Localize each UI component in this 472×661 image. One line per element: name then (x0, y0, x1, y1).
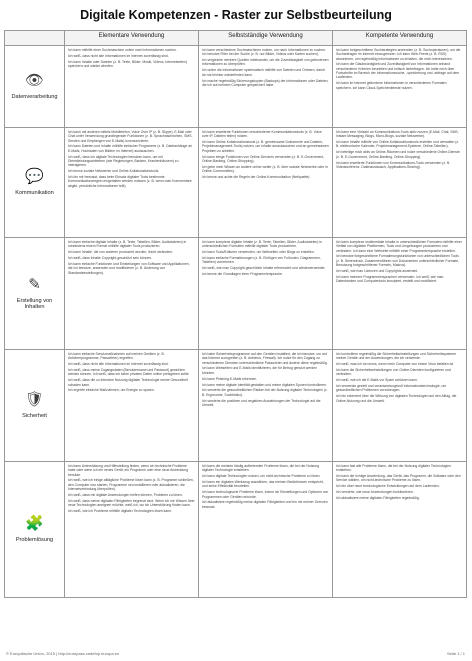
descriptor-item: Ich kann meine digitale Identität gestalten und meine digitalen Spuren kontrollieren. (202, 382, 327, 387)
descriptor-cell (199, 238, 333, 350)
descriptor-item: Ich weiß, was ich tun muss, wenn mein Computer von einem Virus befallen ist. (336, 362, 454, 367)
descriptor-item: Ich kann eine Vielzahl an Kommunikations-Tools aktiv nutzen (E-Mail, Chat, SMS, Instant Messaging, Blogs, Micro-Blogs, soziale Netzwerke). (336, 130, 459, 139)
descriptor-item: Ich kann fast alle Probleme lösen, die bei der Nutzung digitaler Technologien entstehen. (336, 464, 451, 473)
shield-icon: 🛡 (24, 390, 45, 408)
eye-icon: 👁 (24, 71, 45, 89)
descriptor-item: Ich kann mithilfe einer Suchmaschine online nach Informationen suchen. (68, 48, 177, 52)
descriptor-item: Ich kontrolliere regelmäßig die Sicherheitseinstellungen und Sicherheitssysteme meiner Geräte und der Anwendungen, die ich verwende. (336, 352, 457, 361)
corner-cell (5, 31, 65, 46)
descriptor-item: Ich kann Dateien und Inhalte mithilfe einfacher Programme (z. B. Dateianhänge an E-Mails, Hochladen von Bildern im Internet) austauschen. (68, 144, 193, 153)
descriptor-cell (199, 128, 333, 238)
descriptor-item: Ich kann mit anderen mittels Mobiltelefon, Voice Over IP (z. B. Skype), E-Mail oder Chat unter Verwendung grundlegender Funktionen (z. B. Sprachnachrichten, SMS, Senden und Empfangen von E-Mails) kommunizieren. (68, 130, 193, 143)
puzzle-icon: 🧩 (25, 514, 44, 532)
page-title: Digitale Kompetenzen - Raster zur Selbstbeurteilung (80, 8, 392, 22)
descriptor-item: Ich weiß, dass die zu intensive Nutzung digitaler Technologie meine Gesundheit schaden kann. (68, 378, 188, 387)
self-assessment-grid (4, 30, 467, 598)
descriptor-cell (333, 350, 467, 462)
descriptor-item: Ich weiß, wie ich Probleme mithilfe digitaler Technologien lösen kann. (68, 509, 172, 514)
descriptor-item: Ich kann einfache Funktionen und Einstellungen von Software und Applikationen, die ich benutze, anwenden und modifizieren (z. B. Änderung von Standardeinstellungen). (68, 261, 190, 275)
competence-area-label: Kommunikation (15, 189, 54, 196)
descriptor-item: Ich ergreife einfache Maßnahmen, um Energie zu sparen. (68, 388, 155, 393)
descriptor-item: Ich beteilige mich aktiv an Online-Räumen und nutze verschiedene Online-Dienste (z. B. E-Government, Online-Banking, Online-Shopping). (336, 150, 460, 159)
column-header: Kompetente Verwendung (333, 31, 467, 46)
competence-area-cell (5, 128, 65, 238)
descriptor-cell (65, 128, 199, 238)
descriptor-item: Ich kann verschiedene Suchmaschinen nutzen, um nach Informationen zu suchen. Ich benutze Filter bei der Suche (z. B. nur Bilder, Videos oder Karten suchen). (202, 48, 327, 57)
descriptor-cell (199, 350, 333, 462)
descriptor-item: Ich mache regelmäßig Sicherungskopien (Backups) der Informationen oder Dateien, die ich auf meinem Computer gespeichert habe. (202, 78, 329, 87)
competence-area-cell (5, 46, 65, 128)
competence-area-label: Problemlösung (15, 536, 54, 543)
descriptor-item: Ich vergleiche mehrere Quellen miteinander, um die Zuverlässigkeit von gefundenen Informationen zu überprüfen. (202, 58, 329, 67)
descriptor-item: Ich kann die richtige Anwendung, das Gerät, das Programm, die Software oder den Service wählen, um nicht-technische Probleme zu lösen. (336, 474, 461, 483)
descriptor-item: Ich kann digitale Technologien nutzen, um nicht-technische Probleme zu lösen. (202, 474, 321, 479)
descriptor-cell (65, 46, 199, 128)
descriptor-item: Ich bin mir bewusst, dass beim Einsatz digitaler Tools bestimmte Kommunikationsregeln eingehalten werden müssen (z. B. wenn man Kommentare abgibt, persönliche Informationen teilt). (68, 175, 192, 188)
descriptor-item: Ich aktualisiere meine digitalen Fähigkeiten regelmäßig. (336, 496, 420, 501)
descriptor-item: Ich kann Online-Kollaborationstools (z. B. gemeinsame Dokumente und Dateien, Projektmanagement-Tools) nutzen, um Inhalte auszutauschen und an gemeinsamen Projekten zu arbeiten. (202, 140, 329, 153)
descriptor-cell (199, 46, 333, 128)
descriptor-item: Ich kann einfache Formatierungen (z. B. Einfügen von Fußnoten, Diagrammen, Tabellen) vornehmen. (202, 256, 321, 265)
descriptor-item: Ich habe Sicherheitsprogramme auf den Geräten installiert, die ich benutze, um auf das Internet zuzugreifen (z. B. Antivirus, Firewall). Ich nutze für den Zugang zu verschiedenen Diensten unterschiedliche Passwörter und ändere diese regelmäßig. (202, 352, 328, 365)
descriptor-item: Ich ordne die Informationen systematisch mithilfe von Dateien und Ordnern, damit ich sie leichter wiederfinden kann. (202, 68, 325, 77)
descriptor-item: Ich kenne und achte die Regeln der Online-Kommunikation (Netiquette). (202, 175, 311, 180)
descriptor-item: Ich weiß, dass mir digitale Anwendungen helfen können, Probleme zu lösen. (68, 492, 183, 497)
descriptor-item: Ich weiß, dass meine Zugangsdaten (Benutzername und Passwort) gestohlen werden können. Ich weiß, dass ich keine privaten Daten online preisgeben sollte. (68, 368, 190, 377)
descriptor-item: Ich bin über neue technologische Entwicklungen auf dem Laufenden. (336, 484, 440, 489)
descriptor-item: Ich kann die Glaubwürdigkeit und Zuverlässigkeit von Informationen anhand verschiedener Kriterien beurteilen und kritisch hinterfragen. Ich halte mich über Fortschritte im Bereich der Informationssuche, -speicherung und -abfrage auf dem Laufenden. (336, 62, 460, 80)
header-row (5, 31, 467, 46)
descriptor-cell (333, 46, 467, 128)
pencil-document-icon: ✎ (28, 275, 41, 293)
descriptor-item: Ich benutze fortgeschrittene Formatierungsfunktionen von unterschiedlichen Tools (z. B. Seriendruck, Zusammenführen von Dokumenten unterschiedlicher Formate, Benutzung fortgeschrittener Formeln, Makros). (336, 254, 460, 268)
descriptor-item: Ich verwende gezielt und verantwortungsvoll Informationstechnologie, um gesundheitlichen Problemen vorzubeugen. (336, 384, 447, 393)
descriptor-item: Ich kann Webseiten und E-Mails identifizieren, die für Betrug genutzt werden könnten. (202, 366, 317, 375)
competence-row (5, 46, 467, 128)
descriptor-item: Ich kann einige Funktionen von Online-Services verwenden (z. B. E-Government, Online-Banking, Online-Shopping). (202, 154, 325, 163)
descriptor-item: Ich gebe mein Wissen an andere online weiter (z. B. über soziale Netzwerke oder in Online-Communities). (202, 164, 328, 174)
descriptor-item: Ich kann Inhalte, die von anderen produziert wurden, leicht verändern. (68, 250, 174, 255)
footer-copyright: © Europäische Union, 2015 | http://europass.cedefop.europa.eu (6, 651, 120, 656)
descriptor-cell (65, 462, 199, 598)
descriptor-item: Ich kann fortgeschrittene Suchstrategien anwenden (z. B. Suchoperatoren), um die Suchanfragen im Internet einzugrenzen. Ich kann Web-Feeds (z. B. RSS) abonnieren, um regelmäßig Informationen zu erhalten, die mich interessieren. (336, 48, 461, 61)
descriptor-item: Ich weiß, wie ich die E-Mails vor Spam schützen kann. (336, 378, 418, 383)
descriptor-item: Ich kann komplexe digitale Inhalte (z. B. Texte, Tabellen, Bilder, Audiodateien) in unterschiedlichen Formaten mithilfe digitaler Tools produzieren. (202, 240, 322, 249)
descriptor-item: Ich weiß, dass ich digitale Technologien benutzen kann, um mit Dienstleistungsanbietern (wie Regierungen, Banken, Krankenhäusern) zu interagieren. (68, 154, 179, 168)
descriptor-item: Ich weiß, dass meine digitalen Fähigkeiten begrenzt sind. Wenn ich mir Wissen über neue Technologien aneignen möchte, weiß ich, wo ich Unterstützung finden kann. (68, 498, 195, 508)
descriptor-item: Ich kann Phishing-E-Mails erkennen. (202, 376, 258, 381)
descriptor-item: Ich kann die meisten häufig auftretenden Probleme lösen, die bei der Nutzung digitaler Technologie entstehen. (202, 464, 320, 473)
column-header: Elementare Verwendung (65, 31, 199, 46)
competence-area-cell (5, 350, 65, 462)
descriptor-cell (333, 462, 467, 598)
descriptor-item: Ich kann Inhalte oder Dateien (z. B. Texte, Bilder, Musik, Videos, Internetseiten) speichern und wieder abrufen. (68, 59, 187, 69)
competence-area-cell (5, 462, 65, 598)
descriptor-item: Ich kann Tools/Editoren verwenden, um Webseiten oder Blogs zu erstellen. (202, 250, 315, 255)
descriptor-item: Ich verstehe, wie neue Anwendungen funktionieren. (336, 490, 414, 495)
descriptor-item: Ich kann ein digitales Werkzeug auswählen, das meinen Bedürfnissen entspricht, und seine Effektivität beurteilen. (202, 480, 324, 489)
competence-row (5, 462, 467, 598)
competence-area-label: Erstellung von Inhalten (16, 297, 53, 310)
descriptor-item: Ich weiß, wie ich einige alltägliche Probleme lösen kann (z. B. Programm schließen, den Computer neu starten, Programme neu installieren oder aktualisieren, die Internetverbindung überprüfen). (68, 478, 194, 492)
descriptor-item: Ich bin informiert über die Wirkung von digitalen Technologien auf den Alltag, die Online-Nutzung und die Umwelt. (336, 394, 457, 403)
descriptor-item: Ich weiß, wie man Copyright-geschützte Inhalte referenziert und wiederverwendet. (202, 266, 326, 271)
competence-row (5, 128, 467, 238)
descriptor-item: Ich weiß, dass nicht alle Informationen im Internet zuverlässig sind. (68, 53, 169, 58)
column-header: Selbstständige Verwendung (199, 31, 333, 46)
descriptor-item: Ich kann einfache Schutzmaßnahmen auf meinen Geräten (z. B. Antivirenprogramme, Passwörter) ergreifen. (68, 352, 165, 361)
descriptor-cell (333, 128, 467, 238)
descriptor-item: Ich kann einfache digitale Inhalte (z. B. Texte, Tabellen, Bilder, Audiodateien) in mindestens einem Format mithilfe digitaler Tools produzieren. (68, 240, 187, 249)
descriptor-item: Ich weiß, dass Inhalte Copyright-geschützt sein können. (68, 256, 153, 261)
descriptor-item: Ich kann erweiterte Funktionen von Kommunikations-Tools verwenden (z. B. Videokonferenz, Datenaustausch, Applikations-Sharing). (336, 160, 451, 169)
descriptor-item: Ich kenne soziale Netzwerke und Online-Kollaborationstools. (68, 169, 160, 174)
descriptor-item: Ich kann Inhalte mithilfe von Online-Kollaborationstools erstellen und verwalten (z. B. elektronische Kalender, Projektmanagement-Systeme, Online-Tabellen). (336, 140, 460, 149)
descriptor-item: Ich kann im Internet gefundene Informationen in verschiedenen Formaten speichern. Ich kann Cloud-Speicherdienste nutzen. (336, 81, 447, 90)
competence-area-label: Datenverarbeitung (11, 93, 58, 100)
descriptor-item: Ich verstehe die gesundheitlichen Risiken bei der Nutzung digitaler Technologien (z. B. Ergonomie, Suchtrisiko). (202, 388, 328, 397)
descriptor-cell (65, 238, 199, 350)
descriptor-item: Ich kann mehrere Programmiersprachen verwenden. Ich weiß, wie man Datenbanken und Computertools konzipiert, erstellt und modifiziert. (336, 274, 444, 284)
descriptor-cell (65, 350, 199, 462)
descriptor-item: Ich weiß, wie man Lizenzen und Copyrights anwendet. (336, 268, 418, 273)
competence-row (5, 350, 467, 462)
descriptor-cell (333, 238, 467, 350)
competence-row (5, 238, 467, 350)
descriptor-item: Ich verstehe die positiven und negativen Auswirkungen der Technologie auf die Umwelt. (202, 398, 321, 407)
footer-page-number: Seite 1 / 1 (446, 651, 465, 656)
descriptor-item: Ich kann komplexe multimediale Inhalte in unterschiedlichen Formaten mithilfe einer Vielfalt von digitalen Plattformen, Tools und Umgebungen produzieren und verändern. Ich kann eine Webseite mithilfe einer Programmiersprache erstellen. (336, 240, 462, 253)
descriptor-item: Ich kann erweiterte Funktionen verschiedener Kommunikationstools (z. B. Voice over IP, Dateien teilen) nutzen. (202, 130, 322, 139)
competence-area-cell (5, 238, 65, 350)
competence-area-label: Sicherheit (22, 412, 47, 419)
descriptor-item: Ich weiß, dass nicht alle Informationen im Internet zuverlässig sind. (68, 362, 169, 367)
chat-bubble-icon: 💬 (25, 167, 44, 185)
descriptor-item: Ich kann die Sicherheitseinstellungen von Online-Diensten konfigurieren und verändern. (336, 368, 451, 377)
descriptor-item: Ich kann Unterstützung und Hilfestellung finden, wenn ich technische Probleme habe oder wenn ich ein neues Gerät, ein Programm oder eine neue Anwendung benutze. (68, 464, 189, 477)
descriptor-item: Ich kenne die Grundlagen einer Programmiersprache. (202, 272, 283, 277)
descriptor-cell (199, 462, 333, 598)
descriptor-item: Ich aktualisiere regelmäßig meine digitalen Fähigkeiten und bin mir meiner Grenzen bewusst. (202, 500, 328, 509)
descriptor-item: Ich kann technologische Probleme lösen, indem ich Einstellungen und Optionen von Programmen oder Geräten erkunde. (202, 490, 329, 499)
